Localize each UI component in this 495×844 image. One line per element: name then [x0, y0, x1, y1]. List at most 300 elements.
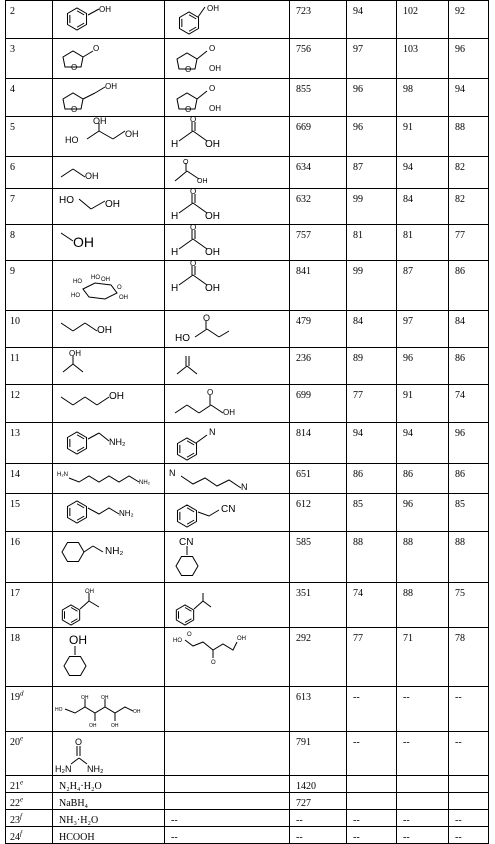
sorbitol-structure-drawing — [53, 687, 163, 730]
1-phenylethanol-structure-drawing — [53, 583, 163, 626]
product-structure — [165, 532, 290, 583]
entry-footnote: f — [20, 812, 22, 821]
svg-text:O: O — [190, 261, 197, 268]
value-v4: 86 — [449, 348, 489, 385]
entry-number — [6, 311, 53, 348]
svg-text:OH: OH — [101, 695, 109, 701]
furfural-structure-drawing — [53, 39, 163, 77]
2-furoic-acid-structure-drawing — [165, 39, 288, 77]
value-v3: 91 — [397, 117, 449, 157]
value-v1: 727 — [290, 793, 347, 810]
adiponitrile-structure-drawing — [165, 464, 288, 492]
value-v1: 757 — [290, 225, 347, 261]
table-body — [6, 1, 489, 844]
svg-text:OH: OH — [205, 283, 220, 294]
hexanediamine-structure-drawing — [53, 464, 163, 492]
svg-text:O: O — [117, 285, 122, 291]
data-table-wrapper — [5, 0, 488, 844]
entry-footnote: f — [20, 829, 22, 838]
value-v2: 74 — [347, 583, 397, 628]
entry-label: 17 — [10, 588, 20, 599]
entry-label: 4 — [10, 84, 15, 95]
reactant-structure — [53, 732, 165, 776]
table-row — [6, 261, 489, 311]
value-v3: 88 — [397, 583, 449, 628]
svg-text:OH: OH — [205, 139, 220, 150]
propanoic-acid-structure-drawing — [165, 311, 288, 346]
svg-text:HO: HO — [65, 135, 79, 145]
entry-footnote: e — [20, 795, 24, 804]
value-v2: 87 — [347, 157, 397, 189]
value-v3: 81 — [397, 225, 449, 261]
value-v3: 71 — [397, 628, 449, 687]
svg-text:OH: OH — [85, 171, 99, 181]
value-v3: -- — [397, 687, 449, 732]
value-v1: 612 — [290, 494, 347, 532]
cyclohexylmethylamine-structure-drawing — [53, 532, 163, 581]
svg-text:OH: OH — [205, 211, 220, 222]
table-row — [6, 687, 489, 732]
svg-text:H₂N: H₂N — [57, 472, 68, 478]
value-v4 — [449, 776, 489, 793]
product-structure — [165, 79, 290, 117]
urea-structure-drawing — [53, 732, 163, 774]
entry-label: 16 — [10, 537, 20, 548]
svg-text:H: H — [171, 211, 179, 222]
svg-text:O: O — [185, 105, 192, 114]
svg-text:O: O — [209, 84, 216, 93]
value-v2: 85 — [347, 494, 397, 532]
value-v4: 88 — [449, 532, 489, 583]
value-v2: -- — [347, 827, 397, 844]
value-v3: 94 — [397, 423, 449, 464]
table-row — [6, 1, 489, 39]
value-v2: -- — [347, 687, 397, 732]
svg-text:NH₂: NH₂ — [109, 437, 126, 447]
product-structure — [165, 311, 290, 348]
value-v1: 634 — [290, 157, 347, 189]
value-v3: 91 — [397, 385, 449, 423]
entry-label: 24 — [10, 832, 20, 843]
value-v3: -- — [397, 827, 449, 844]
svg-text:OH: OH — [119, 295, 128, 301]
reactant-text: NH₃·H₂O — [53, 810, 165, 827]
formic-acid-structure-drawing — [165, 225, 288, 259]
entry-label: 3 — [10, 44, 15, 55]
entry-number — [6, 423, 53, 464]
product-structure — [165, 1, 290, 39]
reactant-structure — [53, 261, 165, 311]
table-row — [6, 348, 489, 385]
value-v3 — [397, 793, 449, 810]
value-v4 — [449, 793, 489, 810]
reactant-structure — [53, 464, 165, 494]
furfuryl-alcohol-structure-drawing — [53, 79, 163, 115]
svg-text:HO: HO — [91, 275, 100, 281]
svg-text:CN: CN — [179, 537, 194, 548]
value-v4: -- — [449, 810, 489, 827]
table-row — [6, 385, 489, 423]
svg-text:H: H — [171, 247, 179, 258]
table-row — [6, 464, 489, 494]
entry-number — [6, 810, 53, 827]
value-v1: 814 — [290, 423, 347, 464]
formic-acid-structure-drawing — [165, 189, 288, 223]
value-v4: 96 — [449, 423, 489, 464]
value-v4: 84 — [449, 311, 489, 348]
value-v2: 89 — [347, 348, 397, 385]
product-structure — [165, 157, 290, 189]
butanoic-acid-structure-drawing — [165, 385, 288, 421]
entry-number — [6, 39, 53, 79]
table-row — [6, 732, 489, 776]
entry-footnote: d — [20, 689, 24, 698]
entry-number — [6, 225, 53, 261]
value-v1: 756 — [290, 39, 347, 79]
svg-text:H: H — [171, 139, 179, 150]
value-v2: 99 — [347, 261, 397, 311]
svg-text:OH: OH — [111, 723, 119, 729]
entry-number — [6, 385, 53, 423]
2-propanol-structure-drawing — [53, 348, 163, 383]
product-structure — [165, 385, 290, 423]
table-row — [6, 225, 489, 261]
svg-text:NH₂: NH₂ — [87, 764, 104, 774]
value-v3: 94 — [397, 157, 449, 189]
svg-text:OH: OH — [133, 709, 141, 715]
benzoic-acid-structure-drawing — [165, 1, 288, 37]
entry-label: 7 — [10, 194, 15, 205]
value-v3: 84 — [397, 189, 449, 225]
value-v2 — [347, 793, 397, 810]
svg-text:O: O — [211, 660, 216, 666]
entry-number — [6, 532, 53, 583]
acetophenone-structure-drawing — [165, 583, 288, 626]
entry-number — [6, 776, 53, 793]
value-v3 — [397, 776, 449, 793]
svg-text:NH₂: NH₂ — [119, 509, 134, 518]
entry-number — [6, 117, 53, 157]
value-v4: 75 — [449, 583, 489, 628]
svg-text:O: O — [185, 65, 192, 74]
reactant-structure — [53, 385, 165, 423]
reactant-structure — [53, 1, 165, 39]
value-v1: -- — [290, 827, 347, 844]
svg-text:HO: HO — [71, 293, 80, 299]
table-row — [6, 311, 489, 348]
svg-text:O: O — [183, 159, 189, 166]
table-row — [6, 117, 489, 157]
svg-text:N: N — [209, 427, 216, 437]
svg-text:O: O — [207, 388, 214, 397]
entry-number — [6, 189, 53, 225]
value-v2: 94 — [347, 423, 397, 464]
formic-acid-structure-drawing — [165, 261, 288, 309]
entry-label: 22 — [10, 798, 20, 809]
entry-number — [6, 1, 53, 39]
svg-text:OH: OH — [207, 4, 219, 13]
svg-text:O: O — [190, 117, 197, 124]
reactant-text: NaBH₄ — [53, 793, 165, 810]
value-v2: 77 — [347, 628, 397, 687]
value-v2: 77 — [347, 385, 397, 423]
cyclohexanol-structure-drawing — [53, 628, 163, 685]
entry-number — [6, 628, 53, 687]
table-row — [6, 776, 489, 793]
product-empty — [165, 687, 290, 732]
entry-number — [6, 157, 53, 189]
value-v2: 96 — [347, 117, 397, 157]
svg-text:NH₂: NH₂ — [105, 546, 124, 557]
table-row — [6, 810, 489, 827]
results-table — [5, 0, 489, 844]
value-v4: 82 — [449, 189, 489, 225]
reactant-text: N₂H₄·H₂O — [53, 776, 165, 793]
entry-label: 20 — [10, 737, 20, 748]
svg-text:O: O — [187, 632, 192, 638]
svg-text:HO: HO — [175, 333, 190, 344]
value-v2: 97 — [347, 39, 397, 79]
table-row — [6, 494, 489, 532]
value-v2: 81 — [347, 225, 397, 261]
value-v1: -- — [290, 810, 347, 827]
svg-text:OH: OH — [101, 277, 110, 283]
entry-label: 15 — [10, 499, 20, 510]
svg-text:H₂N: H₂N — [55, 764, 72, 774]
svg-text:HO: HO — [173, 638, 182, 644]
value-v2: 96 — [347, 79, 397, 117]
svg-text:O: O — [190, 225, 197, 232]
entry-footnote: e — [20, 778, 24, 787]
product-structure — [165, 225, 290, 261]
entry-number — [6, 732, 53, 776]
reactant-structure — [53, 189, 165, 225]
value-v3: 97 — [397, 311, 449, 348]
product-structure — [165, 583, 290, 628]
value-v4: 85 — [449, 494, 489, 532]
product-structure — [165, 464, 290, 494]
value-v1: 479 — [290, 311, 347, 348]
reactant-structure — [53, 628, 165, 687]
value-v3: 98 — [397, 79, 449, 117]
value-v1: 1420 — [290, 776, 347, 793]
reactant-structure — [53, 583, 165, 628]
value-v4: 82 — [449, 157, 489, 189]
reactant-structure — [53, 157, 165, 189]
svg-text:CN: CN — [221, 504, 236, 515]
reactant-structure — [53, 494, 165, 532]
svg-text:O: O — [203, 313, 211, 323]
svg-text:O: O — [71, 63, 78, 72]
value-v3: 103 — [397, 39, 449, 79]
product-empty — [165, 732, 290, 776]
svg-text:OH: OH — [209, 104, 221, 113]
value-v1: 669 — [290, 117, 347, 157]
value-v3: -- — [397, 732, 449, 776]
reactant-structure — [53, 79, 165, 117]
svg-text:HO: HO — [73, 279, 82, 285]
product-structure — [165, 189, 290, 225]
entry-label: 12 — [10, 390, 20, 401]
entry-number — [6, 827, 53, 844]
value-v1: 632 — [290, 189, 347, 225]
value-v1: 723 — [290, 1, 347, 39]
value-v2: -- — [347, 810, 397, 827]
formic-acid-structure-drawing — [165, 117, 288, 155]
value-v4: 74 — [449, 385, 489, 423]
svg-text:H: H — [171, 283, 179, 294]
value-v1: 699 — [290, 385, 347, 423]
value-v1: 292 — [290, 628, 347, 687]
entry-number — [6, 464, 53, 494]
3-phenylpropionitrile-structure-drawing — [165, 494, 288, 530]
svg-text:OH: OH — [197, 178, 208, 185]
entry-label: 21 — [10, 781, 20, 792]
table-row — [6, 79, 489, 117]
svg-text:O: O — [71, 105, 78, 114]
value-v4: 86 — [449, 261, 489, 311]
table-row — [6, 628, 489, 687]
value-v4: 77 — [449, 225, 489, 261]
product-structure — [165, 423, 290, 464]
table-row — [6, 827, 489, 844]
value-v3: 86 — [397, 464, 449, 494]
value-v4: 96 — [449, 39, 489, 79]
reactant-structure — [53, 225, 165, 261]
svg-text:OH: OH — [73, 234, 94, 250]
value-v2 — [347, 776, 397, 793]
product-text: -- — [165, 810, 290, 827]
value-v1: 855 — [290, 79, 347, 117]
1-butanol-structure-drawing — [53, 385, 163, 421]
svg-text:OH: OH — [105, 199, 120, 210]
value-v2: 99 — [347, 189, 397, 225]
reactant-structure — [53, 39, 165, 79]
svg-text:O: O — [93, 44, 100, 53]
cyclohexanecarbonitrile-structure-drawing — [165, 532, 288, 581]
svg-text:OH: OH — [97, 325, 112, 336]
product-empty — [165, 793, 290, 810]
entry-label: 2 — [10, 6, 15, 17]
table-row — [6, 157, 489, 189]
value-v1: 351 — [290, 583, 347, 628]
value-v2: 88 — [347, 532, 397, 583]
value-v4: 88 — [449, 117, 489, 157]
svg-text:NH₂: NH₂ — [139, 480, 150, 486]
product-structure — [165, 348, 290, 385]
value-v1: 791 — [290, 732, 347, 776]
svg-text:OH: OH — [223, 408, 235, 417]
svg-text:OH: OH — [69, 349, 81, 358]
entry-number — [6, 687, 53, 732]
value-v4: -- — [449, 732, 489, 776]
reactant-text: HCOOH — [53, 827, 165, 844]
value-v3: 102 — [397, 1, 449, 39]
product-empty — [165, 776, 290, 793]
value-v1: 841 — [290, 261, 347, 311]
svg-text:OH: OH — [237, 636, 246, 642]
value-v1: 585 — [290, 532, 347, 583]
svg-text:O: O — [209, 44, 216, 53]
svg-text:HO: HO — [59, 195, 74, 206]
benzylamine-structure-drawing — [53, 423, 163, 462]
value-v2: 86 — [347, 464, 397, 494]
svg-text:HO: HO — [55, 707, 63, 713]
svg-text:OH: OH — [85, 589, 94, 595]
reactant-structure — [53, 423, 165, 464]
value-v3: 88 — [397, 532, 449, 583]
product-text: -- — [165, 827, 290, 844]
svg-text:OH: OH — [81, 695, 89, 701]
entry-label: 11 — [10, 353, 20, 364]
svg-text:OH: OH — [205, 247, 220, 258]
value-v4: 78 — [449, 628, 489, 687]
value-v3: -- — [397, 810, 449, 827]
entry-label: 8 — [10, 230, 15, 241]
reactant-structure — [53, 311, 165, 348]
entry-footnote: e — [20, 734, 24, 743]
reactant-structure — [53, 532, 165, 583]
table-row — [6, 189, 489, 225]
svg-text:OH: OH — [93, 117, 107, 126]
2-furoic-acid-structure-drawing — [165, 79, 288, 115]
product-structure — [165, 261, 290, 311]
glycerol-structure-drawing — [53, 117, 163, 155]
value-v2: 84 — [347, 311, 397, 348]
entry-label: 5 — [10, 122, 15, 133]
acetone-structure-drawing — [165, 348, 288, 383]
entry-number — [6, 494, 53, 532]
reactant-structure — [53, 348, 165, 385]
benzyl-alcohol-structure-drawing — [53, 1, 163, 37]
ethylene-glycol-structure-drawing — [53, 189, 163, 223]
ethanol-structure-drawing — [53, 157, 163, 187]
product-structure — [165, 117, 290, 157]
entry-label: 9 — [10, 266, 15, 277]
value-v1: 651 — [290, 464, 347, 494]
table-row — [6, 39, 489, 79]
value-v2: -- — [347, 732, 397, 776]
value-v4: 86 — [449, 464, 489, 494]
svg-text:OH: OH — [69, 633, 87, 647]
value-v3: 87 — [397, 261, 449, 311]
entry-label: 18 — [10, 633, 20, 644]
reactant-structure — [53, 117, 165, 157]
svg-text:OH: OH — [125, 129, 139, 139]
entry-label: 19 — [10, 692, 20, 703]
table-row — [6, 423, 489, 464]
svg-text:OH: OH — [99, 5, 111, 14]
entry-label: 14 — [10, 469, 20, 480]
svg-text:O: O — [190, 189, 197, 196]
svg-text:OH: OH — [105, 82, 117, 91]
table-row — [6, 583, 489, 628]
svg-text:N: N — [241, 482, 248, 492]
reactant-structure — [53, 687, 165, 732]
benzonitrile-structure-drawing — [165, 423, 288, 462]
entry-label: 6 — [10, 162, 15, 173]
value-v3: 96 — [397, 348, 449, 385]
value-v2: 94 — [347, 1, 397, 39]
entry-label: 13 — [10, 428, 20, 439]
svg-text:OH: OH — [109, 391, 124, 402]
value-v4: -- — [449, 827, 489, 844]
adipic-acid-structure-drawing — [165, 628, 288, 685]
1-propanol-structure-drawing — [53, 311, 163, 346]
entry-label: 23 — [10, 815, 20, 826]
value-v3: 96 — [397, 494, 449, 532]
value-v1: 236 — [290, 348, 347, 385]
